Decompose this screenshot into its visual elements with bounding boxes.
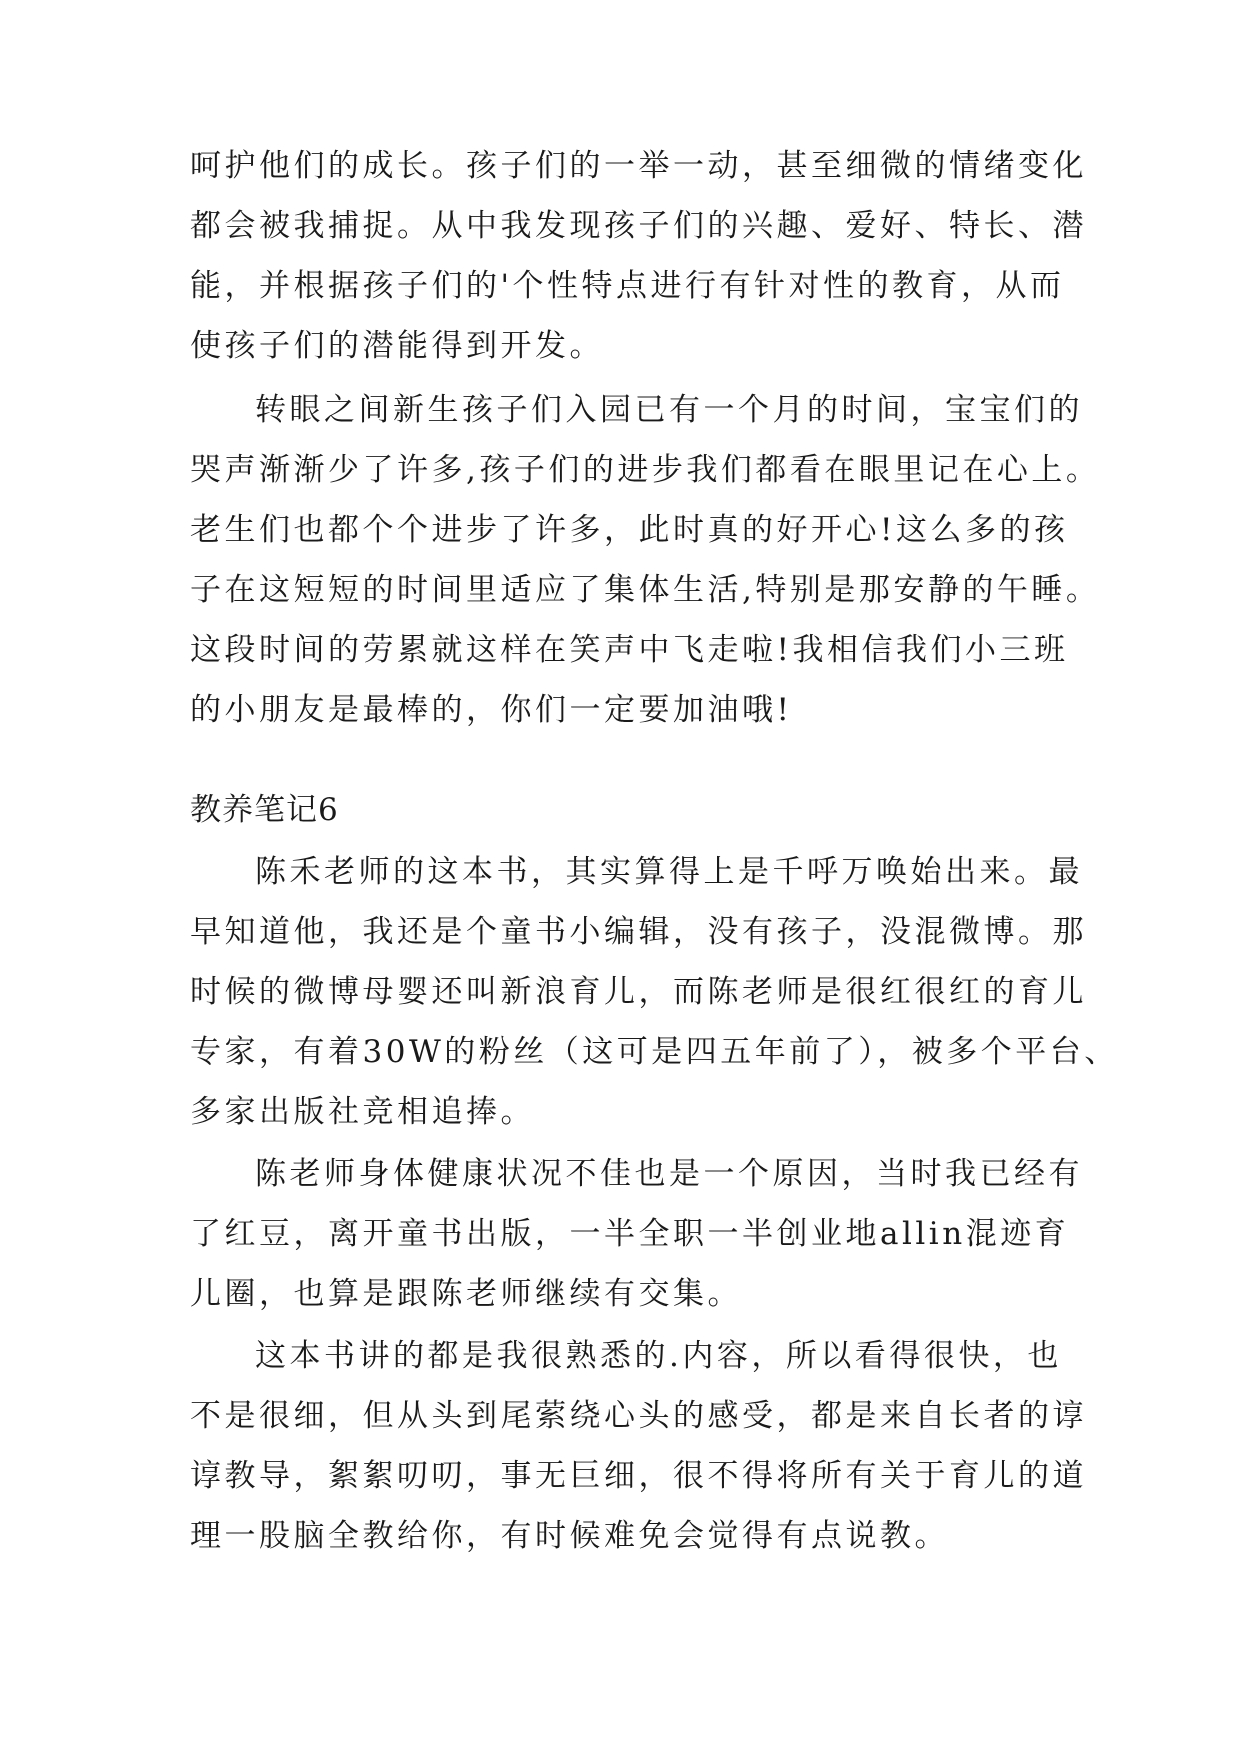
text-line: 理一股脑全教给你，有时候难免会觉得有点说教。: [190, 1518, 949, 1554]
paragraph-first-line: 转眼之间新生孩子们入园已有一个月的时间，宝宝们的: [255, 392, 1083, 428]
text-line: 能，并根据孩子们的'个性特点进行有针对性的教育，从而: [190, 268, 1065, 304]
text-line: 早知道他，我还是个童书小编辑，没有孩子，没混微博。那: [190, 914, 1087, 950]
text-line: 多家出版社竞相追捧。: [190, 1094, 535, 1130]
text-line: 的小朋友是最棒的，你们一定要加油哦!: [190, 692, 793, 728]
paragraph-first-line: 陈老师身体健康状况不佳也是一个原因，当时我已经有: [255, 1156, 1083, 1192]
text-line: 都会被我捕捉。从中我发现孩子们的兴趣、爱好、特长、潜: [190, 208, 1087, 244]
text-line: 儿圈，也算是跟陈老师继续有交集。: [190, 1276, 742, 1312]
text-line: 谆教导，絮絮叨叨，事无巨细，很不得将所有关于育儿的道: [190, 1458, 1087, 1494]
text-line: 时候的微博母婴还叫新浪育儿，而陈老师是很红很红的育儿: [190, 974, 1087, 1010]
text-line: 不是很细，但从头到尾萦绕心头的感受，都是来自长者的谆: [190, 1398, 1087, 1434]
text-line: 子在这短短的时间里适应了集体生活,特别是那安静的午睡。: [190, 572, 1101, 608]
paragraph-first-line: 这本书讲的都是我很熟悉的.内容，所以看得很快，也: [255, 1338, 1062, 1374]
text-line: 哭声渐渐少了许多,孩子们的进步我们都看在眼里记在心上。: [190, 452, 1101, 488]
text-line: 专家，有着30W的粉丝（这可是四五年前了），被多个平台、: [190, 1034, 1119, 1070]
paragraph-first-line: 陈禾老师的这本书，其实算得上是千呼万唤始出来。最: [255, 854, 1083, 890]
text-line: 使孩子们的潜能得到开发。: [190, 328, 604, 364]
section-heading: 教养笔记6: [190, 792, 339, 828]
text-line: 呵护他们的成长。孩子们的一举一动，甚至细微的情绪变化: [190, 148, 1087, 184]
text-line: 老生们也都个个进步了许多，此时真的好开心!这么多的孩: [190, 512, 1069, 548]
text-line: 这段时间的劳累就这样在笑声中飞走啦!我相信我们小三班: [190, 632, 1069, 668]
text-line: 了红豆，离开童书出版，一半全职一半创业地allin混迹育: [190, 1216, 1070, 1252]
